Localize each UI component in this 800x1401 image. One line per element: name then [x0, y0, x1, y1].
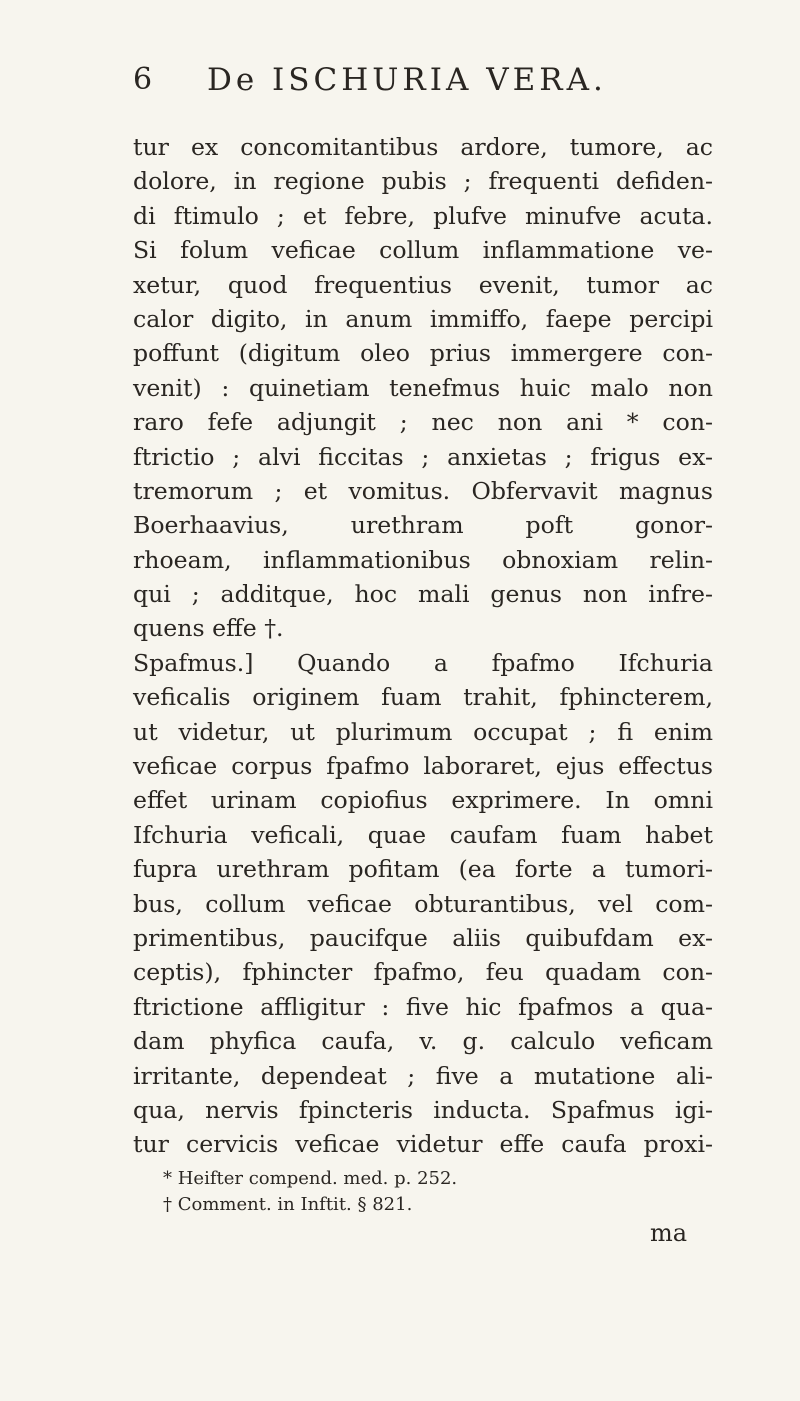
text-line: Si folum veficae collum inflammatione ve- [133, 236, 713, 265]
text-line: tur ex concomitantibus ardore, tumore, ac [133, 133, 713, 161]
text-line: veficae corpus fpafmo laboraret, ejus effectus [133, 752, 713, 781]
text-line: xetur, quod frequentius evenit, tumor ac [133, 270, 713, 299]
text-line: Ifchuria veficali, quae caufam fuam habet [133, 820, 713, 849]
text-line: venit) : quinetiam tenefmus huic malo non [133, 373, 713, 402]
text-line: raro fefe adjungit ; nec non ani * con- [133, 408, 713, 437]
text-line: calor digito, in anum immiffo, faepe percipi [133, 304, 713, 333]
text-line: quens effe †. [133, 614, 284, 643]
text-line: effet urinam copiofius exprimere. In omni [133, 786, 713, 815]
text-line: fupra urethram pofitam (ea forte a tumori- [133, 855, 713, 884]
text-line: bus, collum veficae obturantibus, vel com- [133, 889, 713, 918]
running-title: De ISCHURIA VERA. [207, 62, 607, 98]
text-line: primentibus, paucifque aliis quibufdam ex- [133, 923, 713, 952]
text-line: poffunt (digitum oleo prius immergere con- [133, 339, 713, 368]
text-line: ftrictio ; alvi ficcitas ; anxietas ; frigus ex- [133, 442, 713, 471]
text-line: tur cervicis veficae videtur effe caufa proxi- [133, 1130, 713, 1159]
text-line: qua, nervis fpincteris inducta. Spafmus igi- [133, 1095, 713, 1124]
text-line: Spafmus.] Quando a fpafmo Ifchuria [133, 648, 713, 677]
catchword: ma [650, 1219, 688, 1247]
footnote: * Heifter compend. med. p. 252. [163, 1168, 458, 1189]
text-line: dam phyfica caufa, v. g. calculo veficam [133, 1027, 713, 1056]
text-line: veficalis originem fuam trahit, fphincterem, [133, 683, 713, 712]
body-text [133, 130, 713, 1162]
text-line: qui ; additque, hoc mali genus non infre- [133, 580, 713, 609]
text-line: ut videtur, ut plurimum occupat ; fi enim [133, 717, 713, 746]
text-line: ftrictione affligitur : five hic fpafmos a qua- [133, 992, 713, 1021]
running-head [133, 62, 693, 102]
text-line: Boerhaavius, urethram poft gonor- [133, 511, 713, 540]
text-line: irritante, dependeat ; five a mutatione ali- [133, 1061, 713, 1090]
page-number: 6 [133, 62, 154, 97]
text-line: tremorum ; et vomitus. Obfervavit magnus [133, 476, 713, 505]
text-line: di ftimulo ; et febre, plufve minufve acuta. [133, 201, 713, 230]
text-line: dolore, in regione pubis ; frequenti defiden- [133, 167, 713, 196]
footnote: † Comment. in Inftit. § 821. [163, 1194, 413, 1215]
text-line: rhoeam, inflammationibus obnoxiam relin- [133, 545, 713, 574]
footnotes [163, 1166, 583, 1218]
text-line: ceptis), fphincter fpafmo, feu quadam con- [133, 958, 713, 987]
